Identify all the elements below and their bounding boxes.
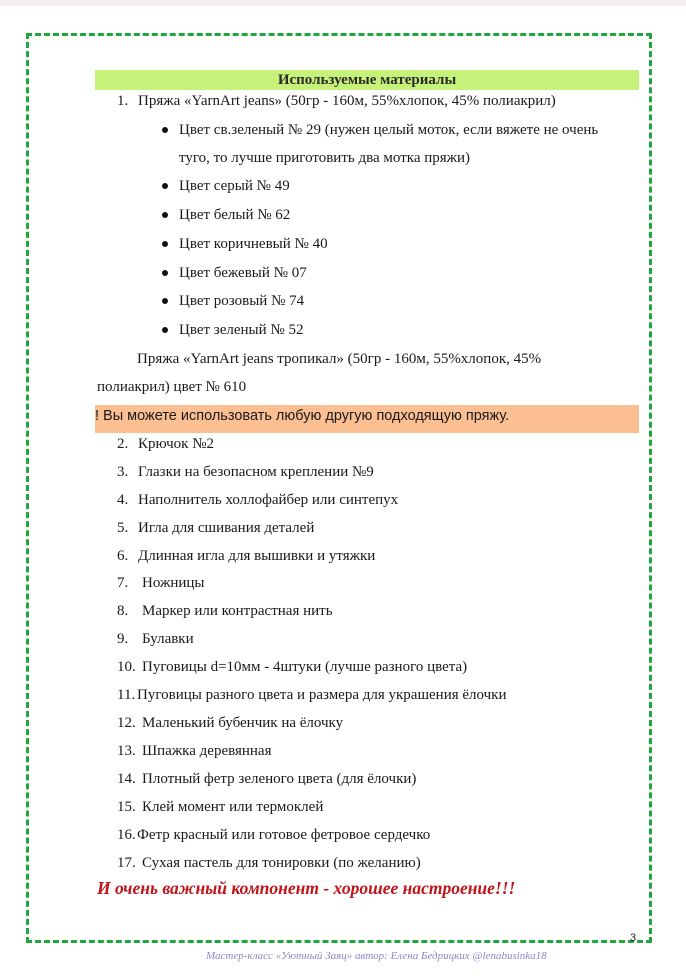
list-item-number: 4. [117, 492, 129, 508]
list-item-text: Ножницы [142, 575, 205, 591]
list-item-text: Наполнитель холлофайбер или синтепух [138, 492, 399, 508]
color-item: Цвет белый № 62 [179, 207, 291, 223]
footer-credit: Мастер-класс «Уютный Заяц» автор: Елена Бедрицких @lenabusinka18 [206, 950, 547, 962]
bullet-icon [162, 298, 168, 304]
list-item-text: Сухая пастель для тонировки (по желанию) [142, 855, 421, 871]
list-item-number: 7. [117, 575, 129, 591]
color-item: Цвет св.зеленый № 29 (нужен целый моток, если вяжете не очень [179, 122, 599, 138]
color-item: Цвет зеленый № 52 [179, 322, 304, 338]
list-item [117, 490, 398, 510]
list-item [117, 546, 375, 566]
list-item [117, 573, 204, 593]
top-strip [0, 0, 686, 6]
closing-remark: И очень важный компонент - хорошее настроение!!! [97, 878, 516, 898]
list-item [117, 853, 421, 873]
bullet-icon [162, 212, 168, 218]
list-item [117, 825, 430, 845]
color-item-continuation: туго, то лучше приготовить два мотка пряжи) [179, 150, 471, 166]
color-item: Цвет розовый № 74 [179, 293, 305, 309]
bullet-icon [162, 127, 168, 133]
list-item [117, 91, 556, 111]
list-item-number: 16. [117, 827, 136, 843]
color-item: Цвет коричневый № 40 [179, 236, 328, 252]
bullet-icon [162, 183, 168, 189]
list-item-text: Игла для сшивания деталей [138, 520, 315, 536]
list-item-text: Шпажка деревянная [142, 743, 272, 759]
list-item [117, 462, 374, 482]
bullet-icon [162, 327, 168, 333]
list-item-text: Маленький бубенчик на ёлочку [142, 715, 344, 731]
color-item: Цвет серый № 49 [179, 178, 290, 194]
list-item-number: 17. [117, 855, 136, 871]
list-item-number: 12. [117, 715, 136, 731]
list-item-number: 3. [117, 464, 129, 480]
list-item-number: 15. [117, 799, 136, 815]
list-item-text: Булавки [142, 631, 194, 647]
list-item-text: Пуговицы d=10мм - 4штуки (лучше разного цвета) [142, 659, 468, 675]
color-item: Цвет бежевый № 07 [179, 265, 307, 281]
list-item-number: 6. [117, 548, 129, 564]
list-item-text: Пуговицы разного цвета и размера для украшения ёлочки [137, 687, 507, 703]
list-item-number: 13. [117, 743, 136, 759]
bullet-icon [162, 270, 168, 276]
list-item [117, 434, 214, 454]
list-item [117, 713, 343, 733]
list-item-text: Фетр красный или готовое фетровое сердечко [137, 827, 431, 843]
list-item [117, 797, 323, 817]
list-item-number: 9. [117, 631, 129, 647]
list-item [117, 518, 314, 538]
list-item-text: Маркер или контрастная нить [142, 603, 333, 619]
list-item-text: Клей момент или термоклей [142, 799, 324, 815]
list-item-number: 1. [117, 93, 129, 109]
list-item-number: 14. [117, 771, 136, 787]
warning-note: ! Вы можете использовать любую другую подходящую пряжу. [95, 405, 639, 433]
page-number: 3 [630, 932, 637, 944]
list-item-number: 2. [117, 436, 129, 452]
list-item-text: Длинная игла для вышивки и утяжки [138, 548, 376, 564]
list-item-text: Глазки на безопасном креплении №9 [138, 464, 374, 480]
list-item-text: Плотный фетр зеленого цвета (для ёлочки) [142, 771, 417, 787]
list-item-number: 5. [117, 520, 129, 536]
list-item [117, 657, 467, 677]
bullet-icon [162, 241, 168, 247]
list-item [117, 601, 333, 621]
yarn-tropical-line2: полиакрил) цвет № 610 [97, 379, 247, 395]
list-item [117, 629, 194, 649]
section-heading: Используемые материалы [95, 70, 639, 90]
yarn-tropical-line1: Пряжа «YarnArt jeans тропикал» (50гр - 160м, 55%хлопок, 45% [137, 351, 542, 367]
list-item [117, 685, 507, 705]
list-item-number: 10. [117, 659, 136, 675]
list-item-number: 8. [117, 603, 129, 619]
list-item-number: 11. [117, 687, 136, 703]
list-item-text: Пряжа «YarnArt jeans» (50гр - 160м, 55%хлопок, 45% полиакрил) [138, 93, 556, 109]
list-item-text: Крючок №2 [138, 436, 215, 452]
list-item [117, 741, 272, 761]
list-item [117, 769, 416, 789]
